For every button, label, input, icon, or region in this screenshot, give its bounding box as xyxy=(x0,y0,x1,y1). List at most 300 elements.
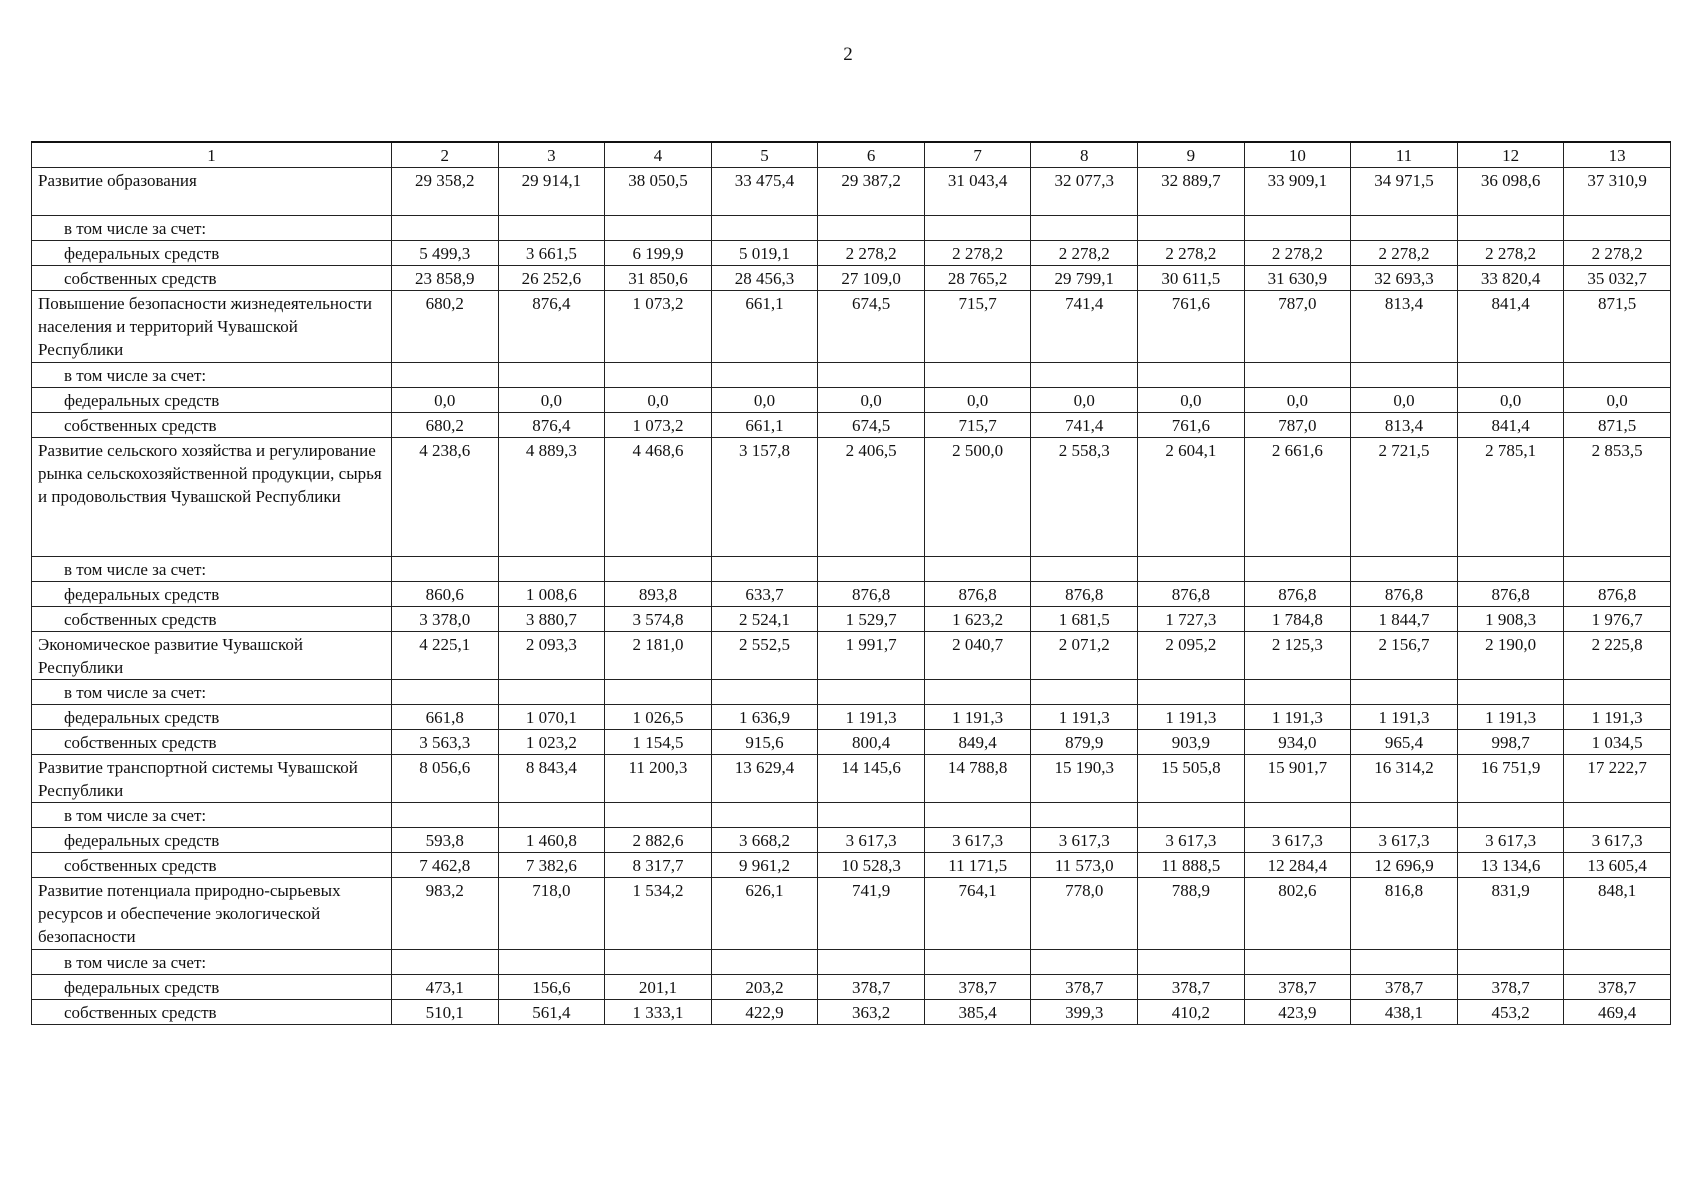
federal-funds-row-label: федеральных средств xyxy=(32,705,392,730)
value-cell xyxy=(498,950,605,975)
value-cell xyxy=(1244,680,1351,705)
value-cell: 761,6 xyxy=(1138,413,1245,438)
value-cell: 3 563,3 xyxy=(392,730,499,755)
own-funds-row-label: собственных средств xyxy=(32,266,392,291)
value-cell: 680,2 xyxy=(392,291,499,363)
value-cell: 893,8 xyxy=(605,582,712,607)
value-cell xyxy=(392,557,499,582)
value-cell: 848,1 xyxy=(1564,878,1671,950)
column-number-cell: 9 xyxy=(1138,142,1245,168)
value-cell: 879,9 xyxy=(1031,730,1138,755)
value-cell: 203,2 xyxy=(711,975,818,1000)
value-cell: 378,7 xyxy=(1564,975,1671,1000)
value-cell: 1 727,3 xyxy=(1138,607,1245,632)
value-cell: 849,4 xyxy=(924,730,1031,755)
federal-funds-row-label: федеральных средств xyxy=(32,582,392,607)
value-cell: 28 456,3 xyxy=(711,266,818,291)
value-cell: 11 888,5 xyxy=(1138,853,1245,878)
value-cell: 2 552,5 xyxy=(711,632,818,680)
column-number-cell: 6 xyxy=(818,142,925,168)
value-cell: 8 843,4 xyxy=(498,755,605,803)
value-cell: 1 008,6 xyxy=(498,582,605,607)
including-row-label: в том числе за счет: xyxy=(32,950,392,975)
value-cell: 7 382,6 xyxy=(498,853,605,878)
value-cell: 0,0 xyxy=(1031,388,1138,413)
value-cell xyxy=(498,803,605,828)
value-cell: 15 901,7 xyxy=(1244,755,1351,803)
value-cell: 11 171,5 xyxy=(924,853,1031,878)
federal-funds-row-label: федеральных средств xyxy=(32,241,392,266)
value-cell: 800,4 xyxy=(818,730,925,755)
value-cell: 1 534,2 xyxy=(605,878,712,950)
value-cell: 29 358,2 xyxy=(392,168,499,216)
value-cell: 26 252,6 xyxy=(498,266,605,291)
value-cell xyxy=(1564,950,1671,975)
value-cell: 802,6 xyxy=(1244,878,1351,950)
program-row xyxy=(32,755,1671,803)
value-cell: 4 238,6 xyxy=(392,438,499,557)
value-cell xyxy=(392,216,499,241)
value-cell: 2 190,0 xyxy=(1457,632,1564,680)
value-cell: 2 093,3 xyxy=(498,632,605,680)
value-cell xyxy=(818,557,925,582)
value-cell: 7 462,8 xyxy=(392,853,499,878)
value-cell: 37 310,9 xyxy=(1564,168,1671,216)
value-cell xyxy=(711,216,818,241)
value-cell: 378,7 xyxy=(924,975,1031,1000)
column-number-cell: 4 xyxy=(605,142,712,168)
value-cell: 378,7 xyxy=(1244,975,1351,1000)
value-cell xyxy=(924,803,1031,828)
value-cell: 4 889,3 xyxy=(498,438,605,557)
value-cell: 2 278,2 xyxy=(924,241,1031,266)
program-row-label: Повышение безопасности жизнедеятельности населения и территорий Чувашской Республики xyxy=(32,291,392,363)
value-cell: 378,7 xyxy=(1351,975,1458,1000)
value-cell: 1 026,5 xyxy=(605,705,712,730)
value-cell: 29 387,2 xyxy=(818,168,925,216)
budget-table xyxy=(31,141,1671,1025)
value-cell: 626,1 xyxy=(711,878,818,950)
value-cell: 363,2 xyxy=(818,1000,925,1025)
value-cell xyxy=(605,557,712,582)
column-number-cell: 12 xyxy=(1457,142,1564,168)
federal-funds-row-label: федеральных средств xyxy=(32,975,392,1000)
column-number-cell: 5 xyxy=(711,142,818,168)
value-cell: 3 157,8 xyxy=(711,438,818,557)
value-cell: 2 278,2 xyxy=(1031,241,1138,266)
value-cell: 438,1 xyxy=(1351,1000,1458,1025)
value-cell xyxy=(1457,363,1564,388)
budget-table-body xyxy=(32,142,1671,1025)
value-cell: 3 617,3 xyxy=(1457,828,1564,853)
column-number-cell: 7 xyxy=(924,142,1031,168)
value-cell: 2 095,2 xyxy=(1138,632,1245,680)
value-cell: 3 617,3 xyxy=(818,828,925,853)
value-cell: 2 181,0 xyxy=(605,632,712,680)
value-cell: 385,4 xyxy=(924,1000,1031,1025)
federal-funds-row xyxy=(32,975,1671,1000)
value-cell: 13 605,4 xyxy=(1564,853,1671,878)
value-cell xyxy=(392,363,499,388)
program-row xyxy=(32,632,1671,680)
value-cell: 23 858,9 xyxy=(392,266,499,291)
value-cell: 1 191,3 xyxy=(924,705,1031,730)
value-cell: 1 333,1 xyxy=(605,1000,712,1025)
federal-funds-row xyxy=(32,388,1671,413)
value-cell: 1 073,2 xyxy=(605,413,712,438)
value-cell xyxy=(1457,216,1564,241)
value-cell xyxy=(1457,803,1564,828)
value-cell: 1 636,9 xyxy=(711,705,818,730)
value-cell: 3 617,3 xyxy=(1244,828,1351,853)
value-cell xyxy=(1351,363,1458,388)
including-row-label: в том числе за счет: xyxy=(32,216,392,241)
value-cell: 2 278,2 xyxy=(1564,241,1671,266)
value-cell: 813,4 xyxy=(1351,413,1458,438)
value-cell xyxy=(1244,216,1351,241)
value-cell: 715,7 xyxy=(924,413,1031,438)
program-row xyxy=(32,878,1671,950)
value-cell xyxy=(1351,557,1458,582)
own-funds-row xyxy=(32,266,1671,291)
value-cell: 469,4 xyxy=(1564,1000,1671,1025)
value-cell: 841,4 xyxy=(1457,291,1564,363)
value-cell: 13 629,4 xyxy=(711,755,818,803)
including-row xyxy=(32,950,1671,975)
value-cell: 764,1 xyxy=(924,878,1031,950)
value-cell: 876,4 xyxy=(498,291,605,363)
value-cell: 3 617,3 xyxy=(1138,828,1245,853)
own-funds-row xyxy=(32,607,1671,632)
value-cell xyxy=(605,950,712,975)
value-cell: 661,8 xyxy=(392,705,499,730)
own-funds-row-label: собственных средств xyxy=(32,607,392,632)
value-cell: 29 799,1 xyxy=(1031,266,1138,291)
value-cell: 9 961,2 xyxy=(711,853,818,878)
value-cell: 0,0 xyxy=(498,388,605,413)
value-cell xyxy=(818,216,925,241)
value-cell: 1 070,1 xyxy=(498,705,605,730)
value-cell xyxy=(711,363,818,388)
value-cell: 31 043,4 xyxy=(924,168,1031,216)
value-cell: 1 154,5 xyxy=(605,730,712,755)
value-cell: 2 278,2 xyxy=(1457,241,1564,266)
value-cell xyxy=(818,950,925,975)
value-cell: 2 278,2 xyxy=(1138,241,1245,266)
value-cell: 13 134,6 xyxy=(1457,853,1564,878)
value-cell: 3 661,5 xyxy=(498,241,605,266)
value-cell: 32 889,7 xyxy=(1138,168,1245,216)
value-cell: 8 056,6 xyxy=(392,755,499,803)
value-cell xyxy=(392,950,499,975)
value-cell: 0,0 xyxy=(711,388,818,413)
value-cell: 378,7 xyxy=(818,975,925,1000)
value-cell: 2 661,6 xyxy=(1244,438,1351,557)
value-cell: 28 765,2 xyxy=(924,266,1031,291)
value-cell xyxy=(1138,216,1245,241)
value-cell: 787,0 xyxy=(1244,291,1351,363)
value-cell xyxy=(1138,363,1245,388)
value-cell xyxy=(1031,557,1138,582)
value-cell: 34 971,5 xyxy=(1351,168,1458,216)
value-cell: 0,0 xyxy=(1457,388,1564,413)
value-cell: 674,5 xyxy=(818,291,925,363)
value-cell: 831,9 xyxy=(1457,878,1564,950)
own-funds-row-label: собственных средств xyxy=(32,413,392,438)
value-cell xyxy=(605,363,712,388)
including-row-label: в том числе за счет: xyxy=(32,557,392,582)
value-cell xyxy=(1564,680,1671,705)
value-cell: 778,0 xyxy=(1031,878,1138,950)
value-cell: 1 191,3 xyxy=(1351,705,1458,730)
value-cell: 6 199,9 xyxy=(605,241,712,266)
value-cell xyxy=(1031,363,1138,388)
value-cell xyxy=(924,950,1031,975)
value-cell xyxy=(1138,950,1245,975)
federal-funds-row-label: федеральных средств xyxy=(32,388,392,413)
value-cell: 1 681,5 xyxy=(1031,607,1138,632)
value-cell xyxy=(498,680,605,705)
value-cell: 661,1 xyxy=(711,291,818,363)
value-cell: 3 668,2 xyxy=(711,828,818,853)
program-row-label: Развитие потенциала природно-сырьевых ресурсов и обеспечение экологической безопасности xyxy=(32,878,392,950)
value-cell: 0,0 xyxy=(392,388,499,413)
value-cell: 0,0 xyxy=(924,388,1031,413)
value-cell: 0,0 xyxy=(1244,388,1351,413)
value-cell: 12 696,9 xyxy=(1351,853,1458,878)
value-cell xyxy=(1351,950,1458,975)
federal-funds-row xyxy=(32,241,1671,266)
value-cell: 876,4 xyxy=(498,413,605,438)
page-number: 2 xyxy=(843,44,853,65)
value-cell: 33 475,4 xyxy=(711,168,818,216)
value-cell: 813,4 xyxy=(1351,291,1458,363)
value-cell: 1 191,3 xyxy=(1031,705,1138,730)
value-cell: 2 278,2 xyxy=(1351,241,1458,266)
value-cell: 998,7 xyxy=(1457,730,1564,755)
value-cell: 10 528,3 xyxy=(818,853,925,878)
column-number-cell: 3 xyxy=(498,142,605,168)
value-cell: 983,2 xyxy=(392,878,499,950)
including-row xyxy=(32,803,1671,828)
column-number-row xyxy=(32,142,1671,168)
value-cell xyxy=(1244,363,1351,388)
federal-funds-row xyxy=(32,828,1671,853)
value-cell: 841,4 xyxy=(1457,413,1564,438)
value-cell: 156,6 xyxy=(498,975,605,1000)
value-cell: 16 751,9 xyxy=(1457,755,1564,803)
value-cell: 3 574,8 xyxy=(605,607,712,632)
value-cell: 473,1 xyxy=(392,975,499,1000)
value-cell: 1 191,3 xyxy=(1457,705,1564,730)
value-cell: 871,5 xyxy=(1564,413,1671,438)
value-cell: 29 914,1 xyxy=(498,168,605,216)
value-cell xyxy=(1564,363,1671,388)
value-cell xyxy=(1031,803,1138,828)
value-cell: 0,0 xyxy=(818,388,925,413)
column-number-cell: 13 xyxy=(1564,142,1671,168)
value-cell: 2 524,1 xyxy=(711,607,818,632)
value-cell: 876,8 xyxy=(1244,582,1351,607)
column-number-cell: 1 xyxy=(32,142,392,168)
value-cell: 12 284,4 xyxy=(1244,853,1351,878)
value-cell xyxy=(1031,216,1138,241)
value-cell: 741,4 xyxy=(1031,413,1138,438)
value-cell: 31 630,9 xyxy=(1244,266,1351,291)
program-row-label: Экономическое развитие Чувашской Республики xyxy=(32,632,392,680)
value-cell xyxy=(924,363,1031,388)
value-cell xyxy=(1457,557,1564,582)
value-cell: 32 693,3 xyxy=(1351,266,1458,291)
value-cell: 8 317,7 xyxy=(605,853,712,878)
value-cell: 2 071,2 xyxy=(1031,632,1138,680)
value-cell: 3 617,3 xyxy=(1351,828,1458,853)
value-cell: 5 499,3 xyxy=(392,241,499,266)
value-cell xyxy=(1351,680,1458,705)
program-row-label: Развитие сельского хозяйства и регулирование рынка сельскохозяйственной продукции, сырья и продовольствия Чувашской Республики xyxy=(32,438,392,557)
value-cell: 3 880,7 xyxy=(498,607,605,632)
value-cell: 378,7 xyxy=(1457,975,1564,1000)
value-cell: 0,0 xyxy=(1138,388,1245,413)
including-row-label: в том числе за счет: xyxy=(32,803,392,828)
value-cell: 2 406,5 xyxy=(818,438,925,557)
value-cell xyxy=(1244,803,1351,828)
own-funds-row-label: собственных средств xyxy=(32,853,392,878)
value-cell: 2 853,5 xyxy=(1564,438,1671,557)
value-cell xyxy=(1564,557,1671,582)
value-cell: 2 156,7 xyxy=(1351,632,1458,680)
value-cell: 510,1 xyxy=(392,1000,499,1025)
including-row xyxy=(32,557,1671,582)
value-cell: 1 191,3 xyxy=(1244,705,1351,730)
value-cell: 633,7 xyxy=(711,582,818,607)
value-cell xyxy=(498,216,605,241)
value-cell: 876,8 xyxy=(1564,582,1671,607)
value-cell: 11 200,3 xyxy=(605,755,712,803)
value-cell xyxy=(924,680,1031,705)
value-cell: 1 976,7 xyxy=(1564,607,1671,632)
column-number-cell: 2 xyxy=(392,142,499,168)
value-cell xyxy=(1138,557,1245,582)
value-cell xyxy=(498,557,605,582)
value-cell xyxy=(1564,803,1671,828)
program-row-label: Развитие транспортной системы Чувашской Республики xyxy=(32,755,392,803)
value-cell: 2 225,8 xyxy=(1564,632,1671,680)
value-cell xyxy=(711,803,818,828)
value-cell: 378,7 xyxy=(1031,975,1138,1000)
value-cell xyxy=(1138,803,1245,828)
value-cell xyxy=(1244,557,1351,582)
value-cell: 38 050,5 xyxy=(605,168,712,216)
value-cell: 17 222,7 xyxy=(1564,755,1671,803)
value-cell xyxy=(818,680,925,705)
value-cell: 201,1 xyxy=(605,975,712,1000)
value-cell: 4 225,1 xyxy=(392,632,499,680)
value-cell: 14 145,6 xyxy=(818,755,925,803)
value-cell: 378,7 xyxy=(1138,975,1245,1000)
program-row xyxy=(32,438,1671,557)
including-row xyxy=(32,363,1671,388)
federal-funds-row xyxy=(32,582,1671,607)
program-row xyxy=(32,168,1671,216)
value-cell xyxy=(1351,803,1458,828)
value-cell xyxy=(392,680,499,705)
value-cell: 1 073,2 xyxy=(605,291,712,363)
value-cell: 11 573,0 xyxy=(1031,853,1138,878)
value-cell: 741,4 xyxy=(1031,291,1138,363)
value-cell: 1 784,8 xyxy=(1244,607,1351,632)
value-cell: 1 908,3 xyxy=(1457,607,1564,632)
value-cell: 816,8 xyxy=(1351,878,1458,950)
value-cell xyxy=(1031,680,1138,705)
value-cell: 1 191,3 xyxy=(1138,705,1245,730)
value-cell: 2 278,2 xyxy=(818,241,925,266)
value-cell xyxy=(1244,950,1351,975)
value-cell: 741,9 xyxy=(818,878,925,950)
own-funds-row xyxy=(32,413,1671,438)
column-number-cell: 10 xyxy=(1244,142,1351,168)
including-row xyxy=(32,680,1671,705)
value-cell: 3 617,3 xyxy=(1031,828,1138,853)
value-cell xyxy=(711,557,818,582)
value-cell: 593,8 xyxy=(392,828,499,853)
value-cell: 876,8 xyxy=(1457,582,1564,607)
program-row-label: Развитие образования xyxy=(32,168,392,216)
value-cell: 15 505,8 xyxy=(1138,755,1245,803)
value-cell: 27 109,0 xyxy=(818,266,925,291)
value-cell xyxy=(1351,216,1458,241)
value-cell: 31 850,6 xyxy=(605,266,712,291)
value-cell xyxy=(818,803,925,828)
value-cell xyxy=(924,557,1031,582)
value-cell: 788,9 xyxy=(1138,878,1245,950)
value-cell: 2 125,3 xyxy=(1244,632,1351,680)
value-cell: 2 785,1 xyxy=(1457,438,1564,557)
own-funds-row-label: собственных средств xyxy=(32,730,392,755)
value-cell: 876,8 xyxy=(1138,582,1245,607)
value-cell: 1 844,7 xyxy=(1351,607,1458,632)
value-cell: 3 617,3 xyxy=(1564,828,1671,853)
value-cell: 15 190,3 xyxy=(1031,755,1138,803)
value-cell: 1 460,8 xyxy=(498,828,605,853)
value-cell: 876,8 xyxy=(924,582,1031,607)
value-cell: 16 314,2 xyxy=(1351,755,1458,803)
value-cell: 1 191,3 xyxy=(1564,705,1671,730)
value-cell: 965,4 xyxy=(1351,730,1458,755)
value-cell: 5 019,1 xyxy=(711,241,818,266)
value-cell: 30 611,5 xyxy=(1138,266,1245,291)
value-cell: 2 721,5 xyxy=(1351,438,1458,557)
value-cell: 1 991,7 xyxy=(818,632,925,680)
value-cell: 453,2 xyxy=(1457,1000,1564,1025)
value-cell: 410,2 xyxy=(1138,1000,1245,1025)
value-cell: 1 023,2 xyxy=(498,730,605,755)
including-row-label: в том числе за счет: xyxy=(32,680,392,705)
value-cell: 876,8 xyxy=(1031,582,1138,607)
value-cell: 876,8 xyxy=(1351,582,1458,607)
value-cell: 674,5 xyxy=(818,413,925,438)
value-cell: 422,9 xyxy=(711,1000,818,1025)
value-cell: 2 278,2 xyxy=(1244,241,1351,266)
value-cell: 3 617,3 xyxy=(924,828,1031,853)
value-cell: 2 558,3 xyxy=(1031,438,1138,557)
value-cell xyxy=(711,680,818,705)
value-cell: 0,0 xyxy=(1564,388,1671,413)
value-cell: 860,6 xyxy=(392,582,499,607)
value-cell xyxy=(392,803,499,828)
value-cell: 2 500,0 xyxy=(924,438,1031,557)
value-cell: 2 882,6 xyxy=(605,828,712,853)
